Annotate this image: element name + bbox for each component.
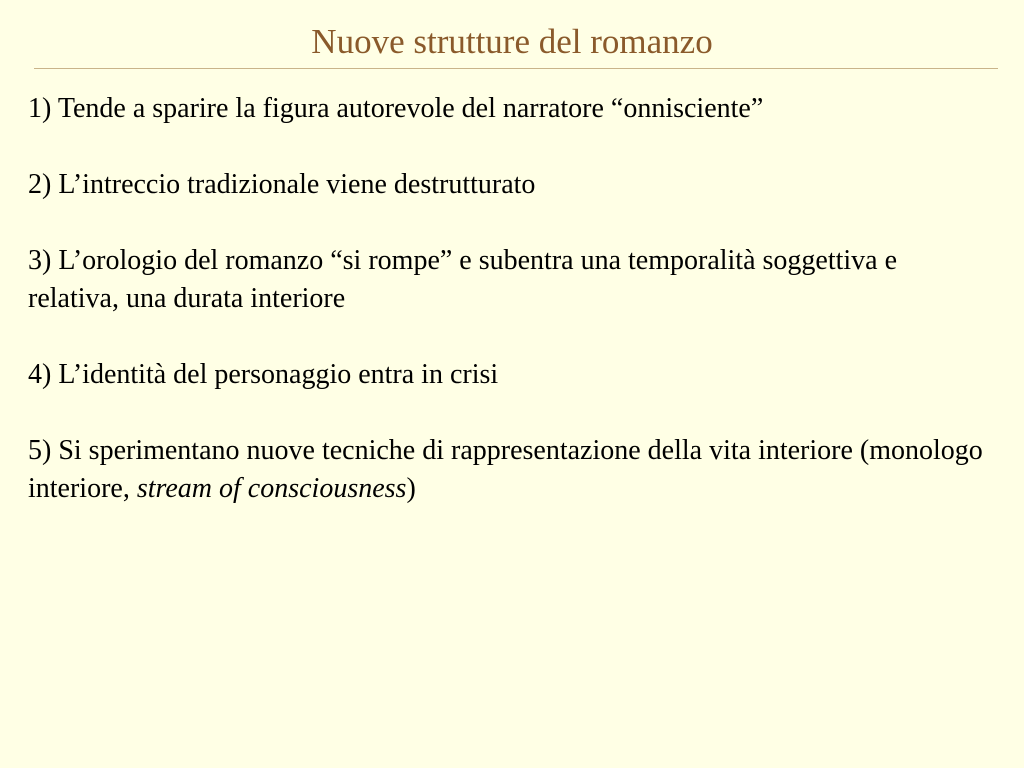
slide-title: Nuove strutture del romanzo [311, 22, 713, 61]
point-5-text: 5) Si sperimentano nuove tecniche di rappresentazione della vita interiore (monologo interiore, [28, 435, 983, 504]
point-3: 3) L’orologio del romanzo “si rompe” e subentra una temporalità soggettiva e relativa, una durata interiore [28, 245, 898, 314]
point-5-italic-term: stream of consciousness [136, 473, 407, 504]
point-4: 4) L’identità del personaggio entra in crisi [28, 359, 499, 390]
point-2: 2) L’intreccio tradizionale viene destrutturato [28, 169, 536, 200]
point-1: 1) Tende a sparire la figura autorevole del narratore “onnisciente” [28, 93, 764, 124]
title-divider [34, 68, 998, 69]
point-5-closing: ) [406, 473, 416, 504]
bullet-list [28, 90, 988, 508]
point-5 [28, 432, 988, 508]
